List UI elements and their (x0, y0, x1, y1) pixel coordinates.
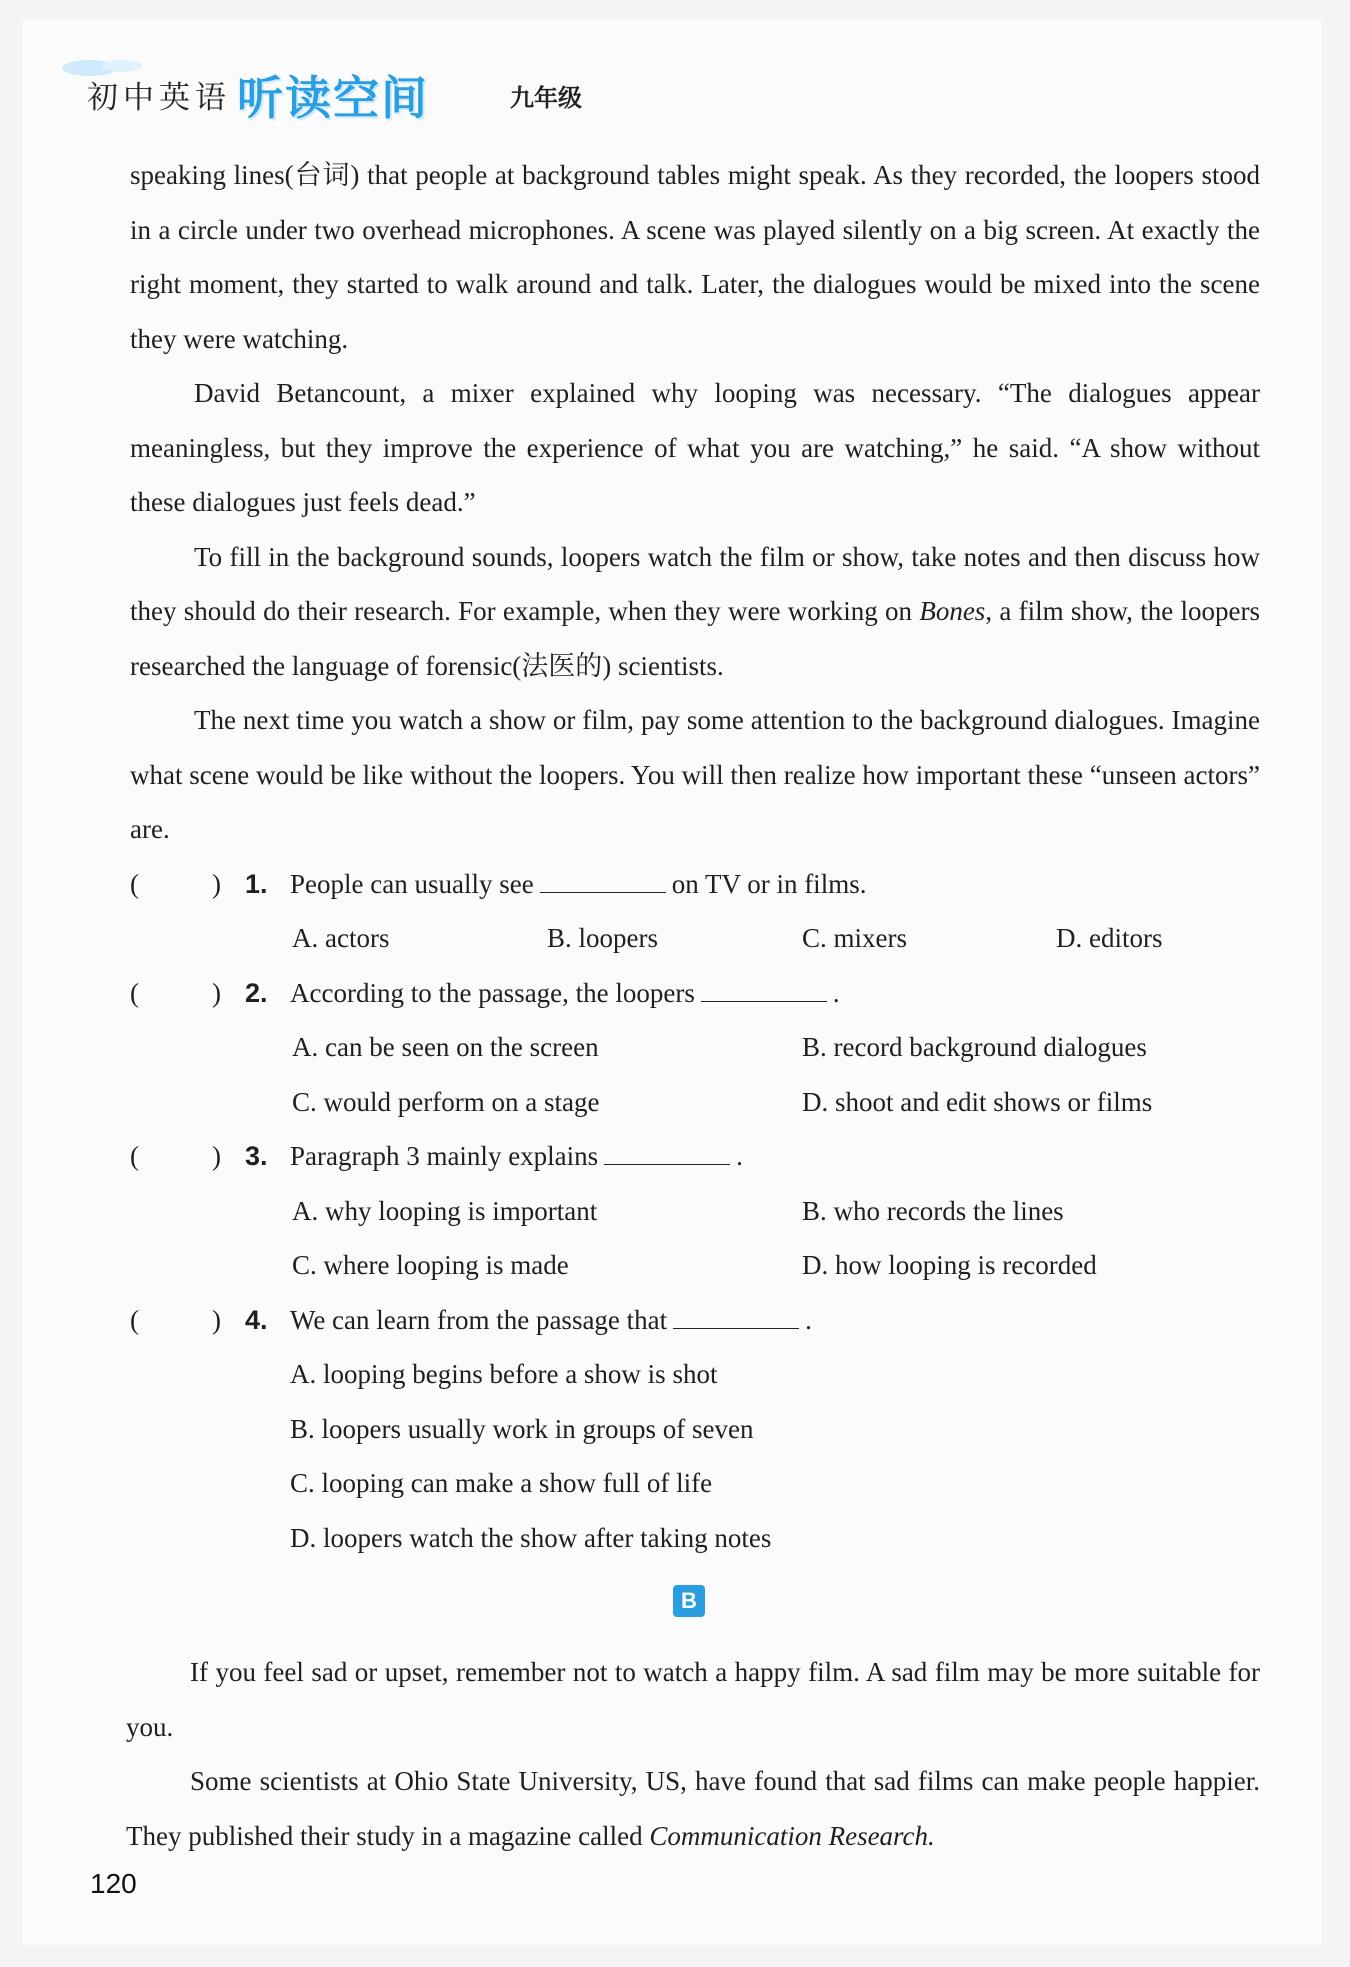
question-2 (130, 966, 1260, 1021)
page-header (82, 60, 682, 130)
question-number: 3. (245, 1141, 268, 1171)
option-d[interactable]: D. editors (1056, 923, 1163, 953)
option-a[interactable]: A. why looping is important (292, 1195, 598, 1226)
passage-a-paragraph-4: The next time you watch a show or film, pay some attention to the background dialogues. Imagine what scene would be like without the loopers. You will then realize how important these “unseen actors” are. (130, 705, 1260, 844)
option-b[interactable]: B. loopers (547, 923, 658, 953)
magazine-title: Communication Research. (649, 1820, 935, 1851)
option-b[interactable]: B. loopers usually work in groups of seven (290, 1413, 754, 1444)
question-stem-start: We can learn from the passage that (290, 1304, 668, 1335)
paragraph-3-text-start: To fill in the background sounds, loopers watch the film or show, take notes and then discuss how they should do their research. For example, when they were working on (130, 541, 1260, 626)
answer-blank[interactable] (540, 866, 666, 893)
section-b-heading (130, 1565, 1260, 1645)
option-d[interactable]: D. shoot and edit shows or films (802, 1086, 1153, 1117)
passage-b-paragraph-2-text: Some scientists at Ohio State University, US, have found that sad films can make people happier. They published their study in a magazine called (126, 1766, 1260, 1851)
question-stem-end: on TV or in films. (671, 868, 867, 899)
option-d[interactable]: D. how looping is recorded (802, 1250, 1097, 1280)
option-a[interactable]: A. can be seen on the screen (292, 1032, 599, 1062)
question-stem-start: According to the passage, the loopers (290, 977, 695, 1008)
option-b[interactable]: B. who records the lines (802, 1195, 1064, 1226)
paragraph-3-italic-title: Bones (919, 596, 986, 626)
answer-paren-right[interactable]: ) (212, 1141, 221, 1171)
question-number: 2. (245, 977, 268, 1008)
answer-paren-left[interactable]: ( (130, 977, 139, 1008)
series-title: 初中英语 (87, 80, 231, 116)
answer-paren-right[interactable]: ) (212, 868, 221, 899)
question-stem-end: . (736, 1141, 743, 1171)
question-stem (290, 857, 866, 912)
question-4 (130, 1293, 1260, 1348)
paragraph-3-text-end: , a film show, the loopers researched the language of forensic(法医的) scientists. (130, 596, 1260, 681)
passage-a-paragraph-3 (130, 530, 1260, 694)
question-stem-start: Paragraph 3 mainly explains (290, 1141, 599, 1171)
answer-paren-right[interactable]: ) (212, 977, 221, 1008)
question-stem-end: . (805, 1304, 812, 1335)
question-4-option-d-row (130, 1511, 1260, 1566)
passage-b-paragraph-1: If you feel sad or upset, remember not to watch a happy film. A sad film may be more suitable for you. (126, 1657, 1260, 1742)
question-stem-start: People can usually see (290, 868, 534, 899)
question-2-options-row-1 (130, 1020, 1260, 1075)
question-stem (290, 1129, 743, 1184)
answer-paren-left[interactable]: ( (130, 1141, 139, 1171)
page-number: 120 (90, 1868, 137, 1899)
question-3-options-row-1 (130, 1184, 1260, 1239)
answer-blank[interactable] (701, 975, 827, 1002)
answer-blank[interactable] (604, 1138, 730, 1165)
question-number: 1. (245, 868, 268, 899)
passage-a-paragraph-2: David Betancount, a mixer explained why looping was necessary. “The dialogues appear meaningless, but they improve the experience of what you are watching,” he said. “A show without these dialogues just feels dead.” (130, 378, 1260, 517)
answer-paren-left[interactable]: ( (130, 868, 139, 899)
option-c[interactable]: C. where looping is made (292, 1250, 569, 1280)
option-d[interactable]: D. loopers watch the show after taking notes (290, 1522, 772, 1553)
answer-blank[interactable] (673, 1302, 799, 1329)
passage-a-paragraph-1: speaking lines(台词) that people at background tables might speak. As they recorded, the loopers stood in a circle under two overhead microphones. A scene was played silently on a big screen. At exactly the right moment, they started to walk around and talk. Later, the dialogues would be mixed into the scene they were watching. (130, 160, 1260, 354)
question-4-option-c-row (130, 1456, 1260, 1511)
section-b-badge: B (673, 1585, 705, 1617)
question-2-options-row-2 (130, 1075, 1260, 1130)
question-stem (290, 966, 840, 1021)
question-stem-end: . (832, 977, 840, 1008)
question-3 (130, 1129, 1260, 1184)
question-1-options (130, 911, 1260, 966)
question-1 (130, 857, 1260, 912)
question-stem (290, 1293, 812, 1348)
question-4-option-b-row (130, 1402, 1260, 1457)
option-a[interactable]: A. actors (292, 923, 390, 953)
answer-paren-right[interactable]: ) (212, 1304, 221, 1335)
brand-title: 听读空间 (237, 71, 429, 125)
question-number: 4. (245, 1304, 268, 1335)
answer-paren-left[interactable]: ( (130, 1304, 139, 1335)
question-4-option-a-row (130, 1347, 1260, 1402)
option-b[interactable]: B. record background dialogues (802, 1032, 1147, 1062)
passage-b-paragraph-2 (126, 1754, 1260, 1863)
question-3-options-row-2 (130, 1238, 1260, 1293)
option-a[interactable]: A. looping begins before a show is shot (290, 1359, 718, 1389)
option-c[interactable]: C. looping can make a show full of life (290, 1468, 713, 1498)
page (22, 20, 1322, 1945)
page-content (126, 148, 1260, 1863)
option-c[interactable]: C. mixers (802, 923, 907, 953)
grade-label: 九年级 (510, 84, 582, 112)
option-c[interactable]: C. would perform on a stage (292, 1086, 600, 1117)
